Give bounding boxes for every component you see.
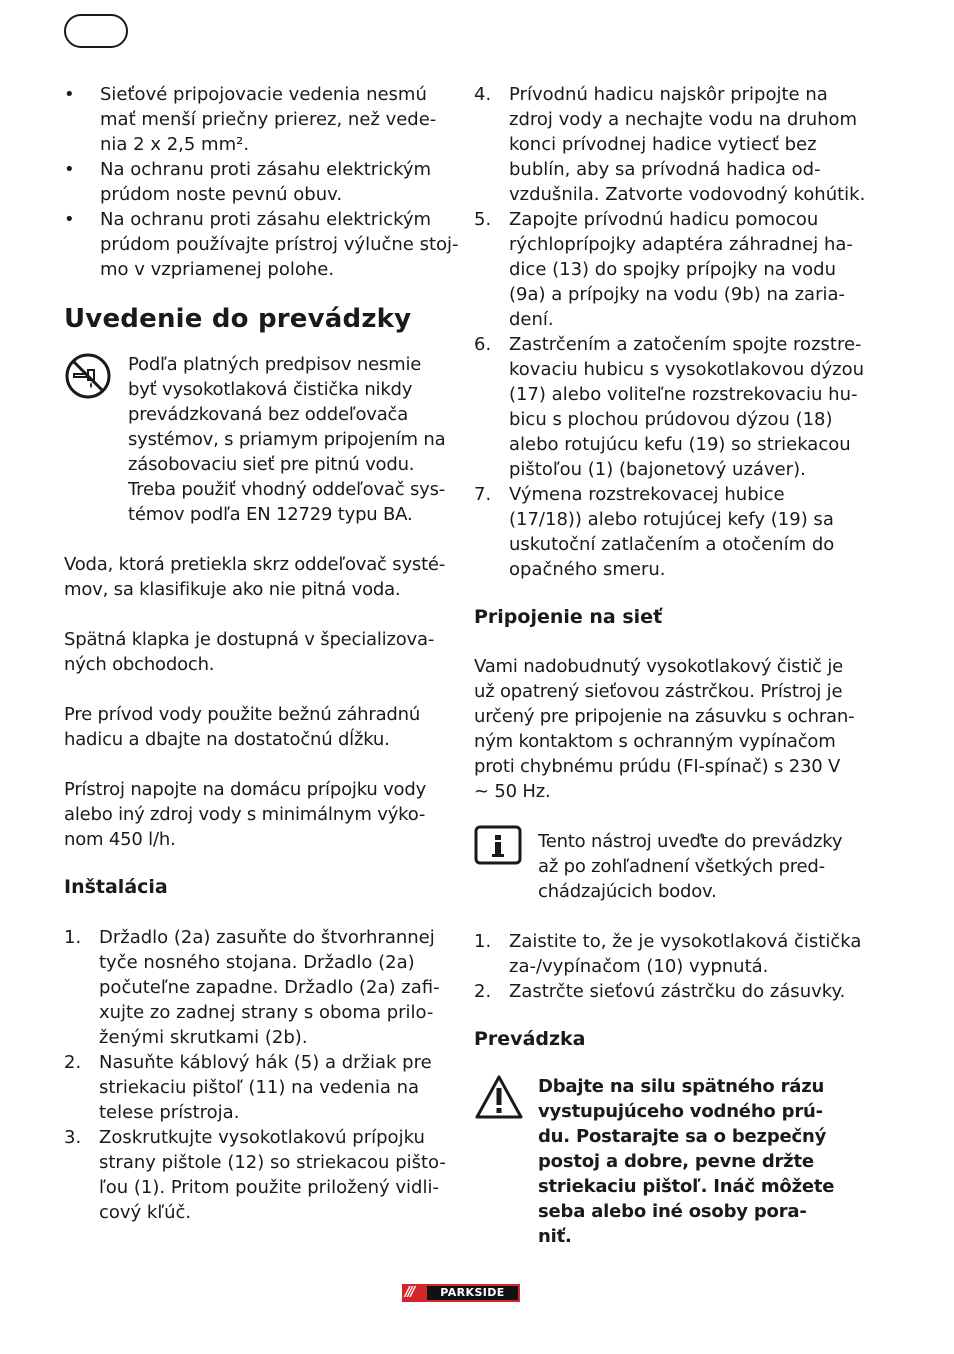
install-title: Inštalácia [64,876,168,898]
paragraph: Prístroj napojte na domácu prípojku vody alebo iný zdroj vody s minimálnym výko- nom 450 l/h. [64,779,427,850]
left-column [64,82,459,1225]
bullet-item: • Sieťové pripojovacie vedenia nesmú mať menší priečny prierez, než vede- nia 2 x 2,5 mm². [64,82,450,157]
network-steps [474,929,860,1004]
network-step: 2. Zastrčte sieťovú zástrčku do zásuvky. [474,981,846,1002]
section-title: Uvedenie do prevádzky [64,304,412,334]
setup-step: 6. Zastrčením a zatočením spojte rozstre- kovaciu hubicu s vysokotlakovou dýzou (17) alebo voliteľne rozstrekovaciu hu- bicu s plochou prúdovou dýzou (18) alebo rotujúcu kefu (19) so striekacou pištoľou (1) (bajonetový uzáver). [474,334,864,480]
setup-step: 7. Výmena rozstrekovacej hubice (17/18)) alebo rotujúcej kefy (19) sa uskutoční zatlačením a otočením do opačného smeru. [474,484,835,580]
paragraph: Voda, ktorá pretiekla skrz oddeľovač systé- mov, sa klasifikuje ako nie pitná voda. [64,554,446,600]
language-badge [64,14,128,48]
logo-stripes: /// [405,1285,414,1300]
bullet-item: • Na ochranu proti zásahu elektrickým prúdom používajte prístroj výlučne stoj- mo v vzpriamenej polohe. [64,207,450,282]
setup-steps [474,82,866,582]
install-step: 2. Nasuňte káblový hák (5) a držiak pre striekaciu pištoľ (11) na vedenia na telese prístroja. [64,1052,432,1123]
logo-wordmark: PARKSIDE [427,1286,518,1300]
info-icon [474,823,522,871]
network-paragraph: Vami nadobudnutý vysokotlakový čistič je už opatrený sieťovou zástrčkou. Prístroj je určený pre pripojenie na zásuvku s ochran- ným kontaktom s ochranným vypínačom proti chybnému prúdu (FI-spínač) s 230 V ~ 50 Hz. [474,656,855,802]
install-steps [64,925,450,1225]
warning-triangle-icon [474,1074,524,1124]
info-notice: Tento nástroj uveďte do prevádzky až po zohľadnení všetkých pred- chádzajúcich bodov. [474,829,860,904]
parkside-logo [402,1284,520,1302]
safety-bullet-list [64,82,459,282]
network-title: Pripojenie na sieť [474,606,663,628]
install-step: 1. Držadlo (2a) zasuňte do štvorhrannej tyče nosného stojana. Držadlo (2a) počuteľne zapadne. Držadlo (2a) zafi- xujte zo zadnej strany s oboma prilo- ženými skrutkami (2b). [64,927,440,1048]
paragraph: Spätná klapka je dostupná v špecializova- ných obchodoch. [64,629,435,675]
bullet-item: • Na ochranu proti zásahu elektrickým prúdom noste pevnú obuv. [64,157,450,207]
setup-step: 5. Zapojte prívodnú hadicu pomocou rýchloprípojky adaptéra záhradnej ha- dice (13) do spojky prípojky na vodu (9a) a prípojky na vodu (9b) na zaria- dení. [474,209,853,330]
no-drinking-water-notice: Podľa platných predpisov nesmie byť vysokotlaková čistička nikdy prevádzkovaná bez oddeľovača systémov, s priamym pripojením na zásobovaciu sieť pre pitnú vodu. Treba použiť vhodný oddeľovač sys- témov podľa EN 12729 typu BA. [64,352,450,527]
no-drinking-water-icon [64,352,112,404]
operation-title: Prevádzka [474,1028,586,1050]
recoil-warning: Dbajte na silu spätného rázu vystupujúceho vodného prú- du. Postarajte sa o bezpečný postoj a dobre, pevne držte striekaciu pištoľ. Ináč môžete seba alebo iné osoby pora- niť. [474,1074,860,1249]
setup-step: 4. Prívodnú hadicu najskôr pripojte na zdroj vody a nechajte vodu na druhom konci prívodnej hadice vytiecť bez bublín, aby sa prívodná hadica od- vzdušnila. Zatvorte vodovodný kohútik. [474,84,866,205]
right-column [474,82,866,1249]
paragraph: Pre prívod vody použite bežnú záhradnú hadicu a dbajte na dostatočnú dĺžku. [64,704,421,750]
network-step: 1. Zaistite to, že je vysokotlaková čistička za-/vypínačom (10) vypnutá. [474,931,862,977]
install-step: 3. Zoskrutkujte vysokotlakovú prípojku strany pištole (12) so striekacou pišto- ľou (1). Pritom použite priložený vidli- cový kľúč. [64,1127,446,1223]
